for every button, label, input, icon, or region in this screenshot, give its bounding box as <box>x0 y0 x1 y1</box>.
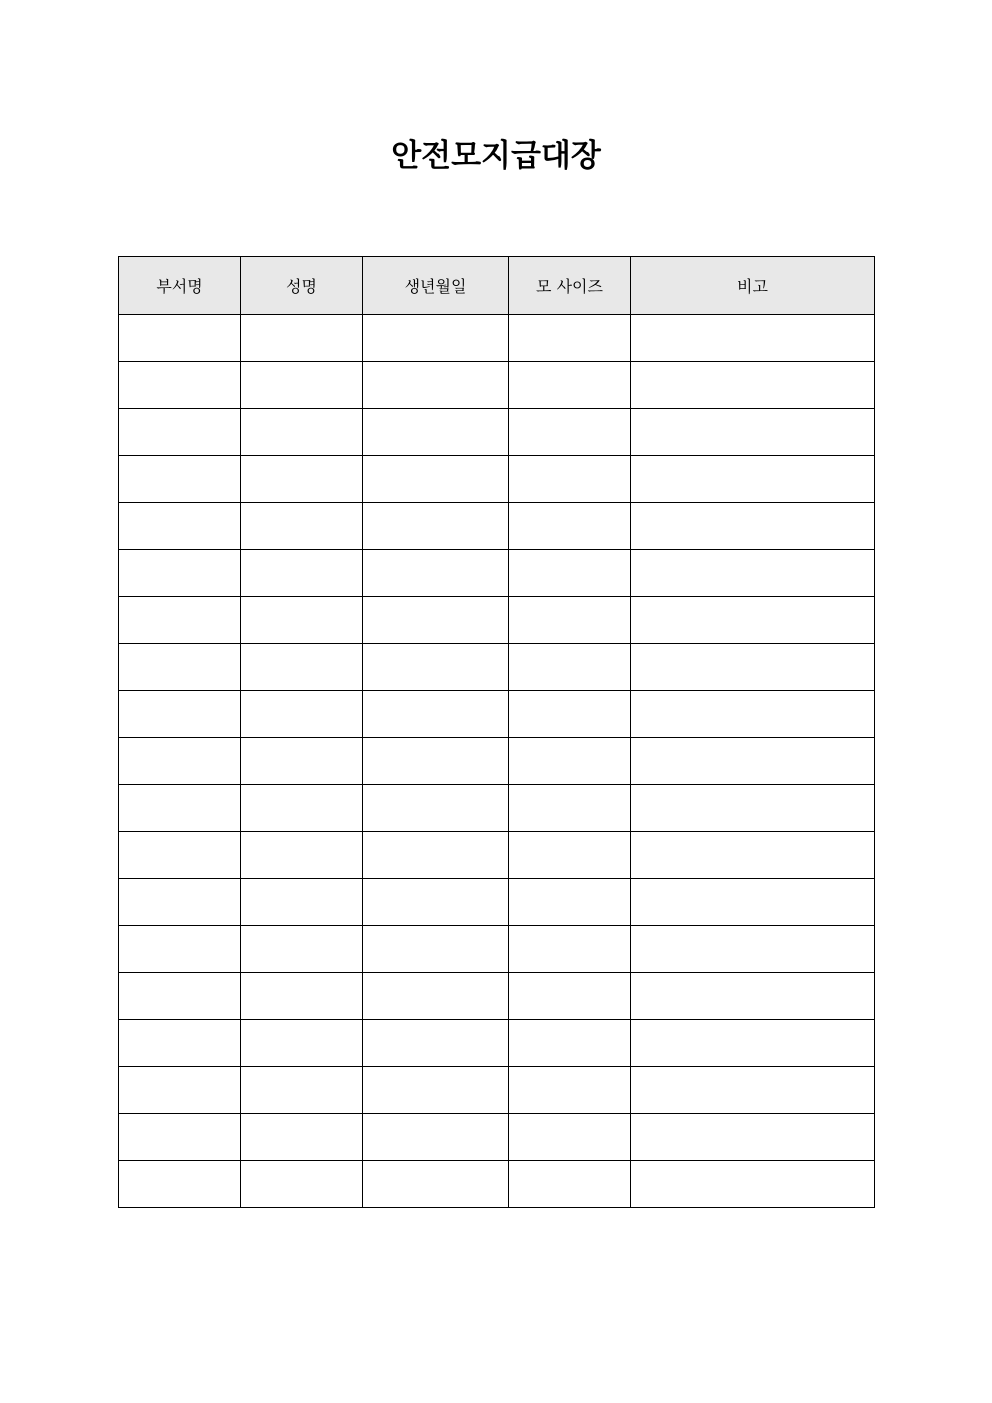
table-header-row <box>119 257 875 315</box>
remarks-cell[interactable] <box>631 315 875 362</box>
name-cell[interactable] <box>241 550 363 597</box>
department-cell[interactable] <box>119 738 241 785</box>
header-birthdate: 생년월일 <box>363 257 509 315</box>
table-row <box>119 879 875 926</box>
table-row <box>119 1114 875 1161</box>
helmet-size-cell[interactable] <box>509 1114 631 1161</box>
helmet-size-cell[interactable] <box>509 785 631 832</box>
helmet-size-cell[interactable] <box>509 1067 631 1114</box>
name-cell[interactable] <box>241 1020 363 1067</box>
remarks-cell[interactable] <box>631 597 875 644</box>
helmet-size-cell[interactable] <box>509 1020 631 1067</box>
birthdate-cell[interactable] <box>363 503 509 550</box>
birthdate-cell[interactable] <box>363 550 509 597</box>
birthdate-cell[interactable] <box>363 1020 509 1067</box>
header-remarks: 비고 <box>631 257 875 315</box>
name-cell[interactable] <box>241 456 363 503</box>
table-row <box>119 691 875 738</box>
birthdate-cell[interactable] <box>363 973 509 1020</box>
helmet-size-cell[interactable] <box>509 879 631 926</box>
document-title: 안전모지급대장 <box>391 138 601 174</box>
department-cell[interactable] <box>119 1067 241 1114</box>
table-row <box>119 738 875 785</box>
table-row <box>119 973 875 1020</box>
department-cell[interactable] <box>119 926 241 973</box>
remarks-cell[interactable] <box>631 550 875 597</box>
header-name: 성명 <box>241 257 363 315</box>
department-cell[interactable] <box>119 973 241 1020</box>
name-cell[interactable] <box>241 926 363 973</box>
name-cell[interactable] <box>241 832 363 879</box>
table-row <box>119 926 875 973</box>
remarks-cell[interactable] <box>631 973 875 1020</box>
helmet-size-cell[interactable] <box>509 550 631 597</box>
birthdate-cell[interactable] <box>363 1161 509 1208</box>
table-row <box>119 550 875 597</box>
birthdate-cell[interactable] <box>363 785 509 832</box>
helmet-size-cell[interactable] <box>509 644 631 691</box>
header-department: 부서명 <box>119 257 241 315</box>
helmet-size-cell[interactable] <box>509 1161 631 1208</box>
remarks-cell[interactable] <box>631 362 875 409</box>
birthdate-cell[interactable] <box>363 879 509 926</box>
department-cell[interactable] <box>119 503 241 550</box>
department-cell[interactable] <box>119 1114 241 1161</box>
birthdate-cell[interactable] <box>363 1114 509 1161</box>
birthdate-cell[interactable] <box>363 315 509 362</box>
department-cell[interactable] <box>119 550 241 597</box>
remarks-cell[interactable] <box>631 409 875 456</box>
birthdate-cell[interactable] <box>363 926 509 973</box>
birthdate-cell[interactable] <box>363 362 509 409</box>
name-cell[interactable] <box>241 691 363 738</box>
birthdate-cell[interactable] <box>363 738 509 785</box>
helmet-size-cell[interactable] <box>509 926 631 973</box>
name-cell[interactable] <box>241 644 363 691</box>
helmet-size-cell[interactable] <box>509 315 631 362</box>
helmet-size-cell[interactable] <box>509 597 631 644</box>
name-cell[interactable] <box>241 1161 363 1208</box>
birthdate-cell[interactable] <box>363 456 509 503</box>
remarks-cell[interactable] <box>631 456 875 503</box>
name-cell[interactable] <box>241 503 363 550</box>
department-cell[interactable] <box>119 597 241 644</box>
helmet-size-cell[interactable] <box>509 691 631 738</box>
remarks-cell[interactable] <box>631 832 875 879</box>
remarks-cell[interactable] <box>631 644 875 691</box>
remarks-cell[interactable] <box>631 1067 875 1114</box>
department-cell[interactable] <box>119 1161 241 1208</box>
table-row <box>119 409 875 456</box>
remarks-cell[interactable] <box>631 879 875 926</box>
remarks-cell[interactable] <box>631 738 875 785</box>
table-row <box>119 456 875 503</box>
department-cell[interactable] <box>119 644 241 691</box>
table-row <box>119 315 875 362</box>
name-cell[interactable] <box>241 738 363 785</box>
department-cell[interactable] <box>119 362 241 409</box>
department-cell[interactable] <box>119 315 241 362</box>
birthdate-cell[interactable] <box>363 409 509 456</box>
name-cell[interactable] <box>241 879 363 926</box>
table-row <box>119 362 875 409</box>
remarks-cell[interactable] <box>631 1161 875 1208</box>
birthdate-cell[interactable] <box>363 1067 509 1114</box>
name-cell[interactable] <box>241 315 363 362</box>
table-row <box>119 832 875 879</box>
table-body <box>119 315 875 1208</box>
header-helmet-size: 모 사이즈 <box>509 257 631 315</box>
table-row <box>119 1067 875 1114</box>
helmet-distribution-table <box>118 256 875 1208</box>
name-cell[interactable] <box>241 973 363 1020</box>
remarks-cell[interactable] <box>631 1020 875 1067</box>
table-row <box>119 503 875 550</box>
helmet-size-cell[interactable] <box>509 832 631 879</box>
department-cell[interactable] <box>119 691 241 738</box>
table-row <box>119 644 875 691</box>
helmet-size-cell[interactable] <box>509 973 631 1020</box>
department-cell[interactable] <box>119 409 241 456</box>
helmet-size-cell[interactable] <box>509 503 631 550</box>
name-cell[interactable] <box>241 362 363 409</box>
name-cell[interactable] <box>241 785 363 832</box>
remarks-cell[interactable] <box>631 503 875 550</box>
birthdate-cell[interactable] <box>363 597 509 644</box>
table-row <box>119 1020 875 1067</box>
remarks-cell[interactable] <box>631 926 875 973</box>
helmet-size-cell[interactable] <box>509 362 631 409</box>
table-row <box>119 1161 875 1208</box>
department-cell[interactable] <box>119 1020 241 1067</box>
name-cell[interactable] <box>241 597 363 644</box>
table-row <box>119 785 875 832</box>
birthdate-cell[interactable] <box>363 644 509 691</box>
helmet-size-cell[interactable] <box>509 409 631 456</box>
table-row <box>119 597 875 644</box>
name-cell[interactable] <box>241 409 363 456</box>
department-cell[interactable] <box>119 785 241 832</box>
remarks-cell[interactable] <box>631 1114 875 1161</box>
name-cell[interactable] <box>241 1067 363 1114</box>
department-cell[interactable] <box>119 832 241 879</box>
birthdate-cell[interactable] <box>363 832 509 879</box>
helmet-size-cell[interactable] <box>509 738 631 785</box>
remarks-cell[interactable] <box>631 691 875 738</box>
remarks-cell[interactable] <box>631 785 875 832</box>
department-cell[interactable] <box>119 456 241 503</box>
birthdate-cell[interactable] <box>363 691 509 738</box>
helmet-size-cell[interactable] <box>509 456 631 503</box>
name-cell[interactable] <box>241 1114 363 1161</box>
department-cell[interactable] <box>119 879 241 926</box>
